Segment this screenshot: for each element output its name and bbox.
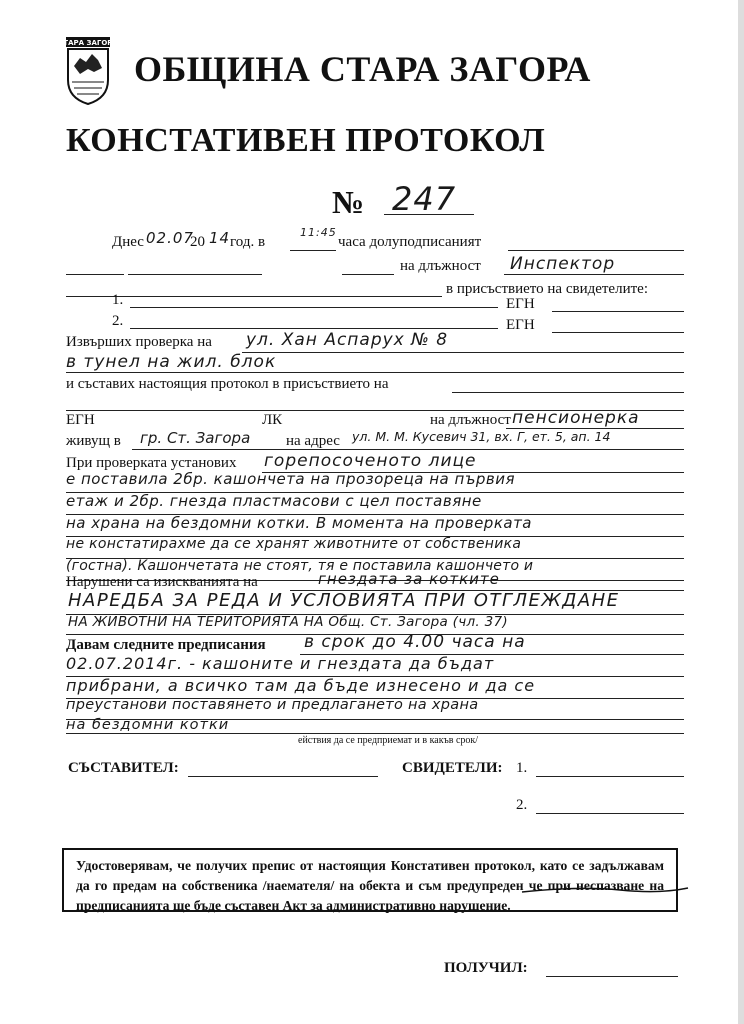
address-label: на адрес	[286, 433, 340, 449]
lk-label: ЛК	[262, 412, 283, 428]
finding-value: горепосоченото лице	[264, 451, 477, 471]
day-label: Днес	[112, 234, 144, 250]
egn-2-label: ЕГН	[506, 317, 535, 333]
prescription-line-1: 02.07.2014г. - кашоните и гнездата да бъдат	[66, 654, 495, 673]
witness-1-label: 1.	[112, 292, 124, 308]
prescription-line-4: на бездомни котки	[66, 717, 230, 733]
violation-label: Нарушени са изискванията на	[66, 574, 258, 590]
emblem-text: СТАРА ЗАГОРА	[58, 39, 118, 47]
position-value: Инспектор	[510, 254, 616, 274]
municipality-title: ОБЩИНА СТАРА ЗАГОРА	[134, 49, 591, 89]
occupation-value: пенсионерка	[512, 408, 640, 428]
city-value: гр. Ст. Загора	[140, 429, 251, 447]
witness-sign-1: 1.	[516, 760, 528, 776]
acknowledgement-box	[62, 848, 678, 912]
inspection-label: Извърших проверка на	[66, 334, 212, 350]
witnesses-label: в присъствието на свидетелите:	[446, 281, 648, 297]
witness-2-label: 2.	[112, 313, 124, 329]
composer-signature-line	[188, 776, 378, 777]
received-label: ПОЛУЧИЛ:	[444, 960, 528, 976]
violation-line-1: НАРЕДБА ЗА РЕДА И УСЛОВИЯТА ПРИ ОТГЛЕЖДАНЕ	[68, 590, 620, 611]
witnesses-sign-label: СВИДЕТЕЛИ:	[402, 760, 503, 776]
egn-label: ЕГН	[66, 412, 95, 428]
finding-line-2: етаж и 2бр. гнезда пластмасови с цел поставяне	[66, 492, 482, 510]
witness-sign-2: 2.	[516, 797, 528, 813]
received-signature-line	[546, 976, 678, 977]
finding-label: При проверката установих	[66, 455, 237, 471]
position-label-2: на длъжност	[430, 412, 511, 428]
protocol-number-label: №	[332, 184, 365, 220]
coat-of-arms-emblem	[58, 36, 118, 106]
position-label: на длъжност	[400, 258, 481, 274]
prescription-value: в срок до 4.00 часа на	[304, 632, 526, 652]
date-value: 02.07	[146, 229, 194, 247]
inspection-line-1: ул. Хан Аспарух № 8	[246, 330, 449, 350]
protocol-number-value: 247	[392, 180, 457, 218]
finding-line-5: (гостна). Кашончетата не стоят, тя е поставила кашончето и	[66, 558, 534, 574]
document-type-title: КОНСТАТИВЕН ПРОТОКОЛ	[66, 122, 546, 159]
scan-edge	[738, 0, 744, 1024]
egn-1-label: ЕГН	[506, 296, 535, 312]
finding-line-4: не констатирахме да се хранят животните от собственика	[66, 536, 522, 552]
composer-label: СЪСТАВИТЕЛ:	[68, 760, 179, 776]
living-label: живущ в	[66, 433, 121, 449]
year-prefix: 20	[190, 234, 205, 250]
presence-label: и съставих настоящия протокол в присъствието на	[66, 376, 389, 392]
finding-line-1: е поставила 2бр. кашончета на прозореца на първия	[66, 470, 516, 488]
violation-line-2: НА ЖИВОТНИ НА ТЕРИТОРИЯТА НА Общ. Ст. Загора (чл. 37)	[68, 614, 508, 630]
prescription-label: Давам следните предписания	[66, 637, 266, 653]
address-value: ул. М. М. Кусевич 31, вх. Г, ет. 5, ап. 14	[352, 429, 611, 444]
prescription-note: ействия да се предприемат и в какъв срок/	[298, 735, 479, 746]
handwritten-underline	[520, 884, 690, 898]
protocol-number-underline	[384, 214, 474, 215]
year-suffix: год. в	[230, 234, 266, 250]
time-value: 11:45	[300, 226, 337, 239]
acknowledgement-text: Удостоверявам, че получих препис от настоящия Констативен протокол, като се задължавам да го предам на собственика /наемателя/ на обекта и съм предупреден че при неспазване на предписанията ще бъде съставен Акт за административно нарушение.	[76, 858, 664, 913]
prescription-line-2: прибрани, а всичко там да бъде изнесено и да се	[66, 676, 536, 695]
year-value: 14	[209, 229, 231, 247]
violation-value: гнездата за котките	[318, 570, 500, 588]
time-suffix: часа долуподписаният	[338, 234, 482, 250]
finding-line-3: на храна на бездомни котки. В момента на проверката	[66, 514, 533, 532]
inspection-line-2: в тунел на жил. блок	[66, 352, 277, 372]
prescription-line-3: преустанови поставянето и предлагането на храна	[66, 697, 479, 713]
